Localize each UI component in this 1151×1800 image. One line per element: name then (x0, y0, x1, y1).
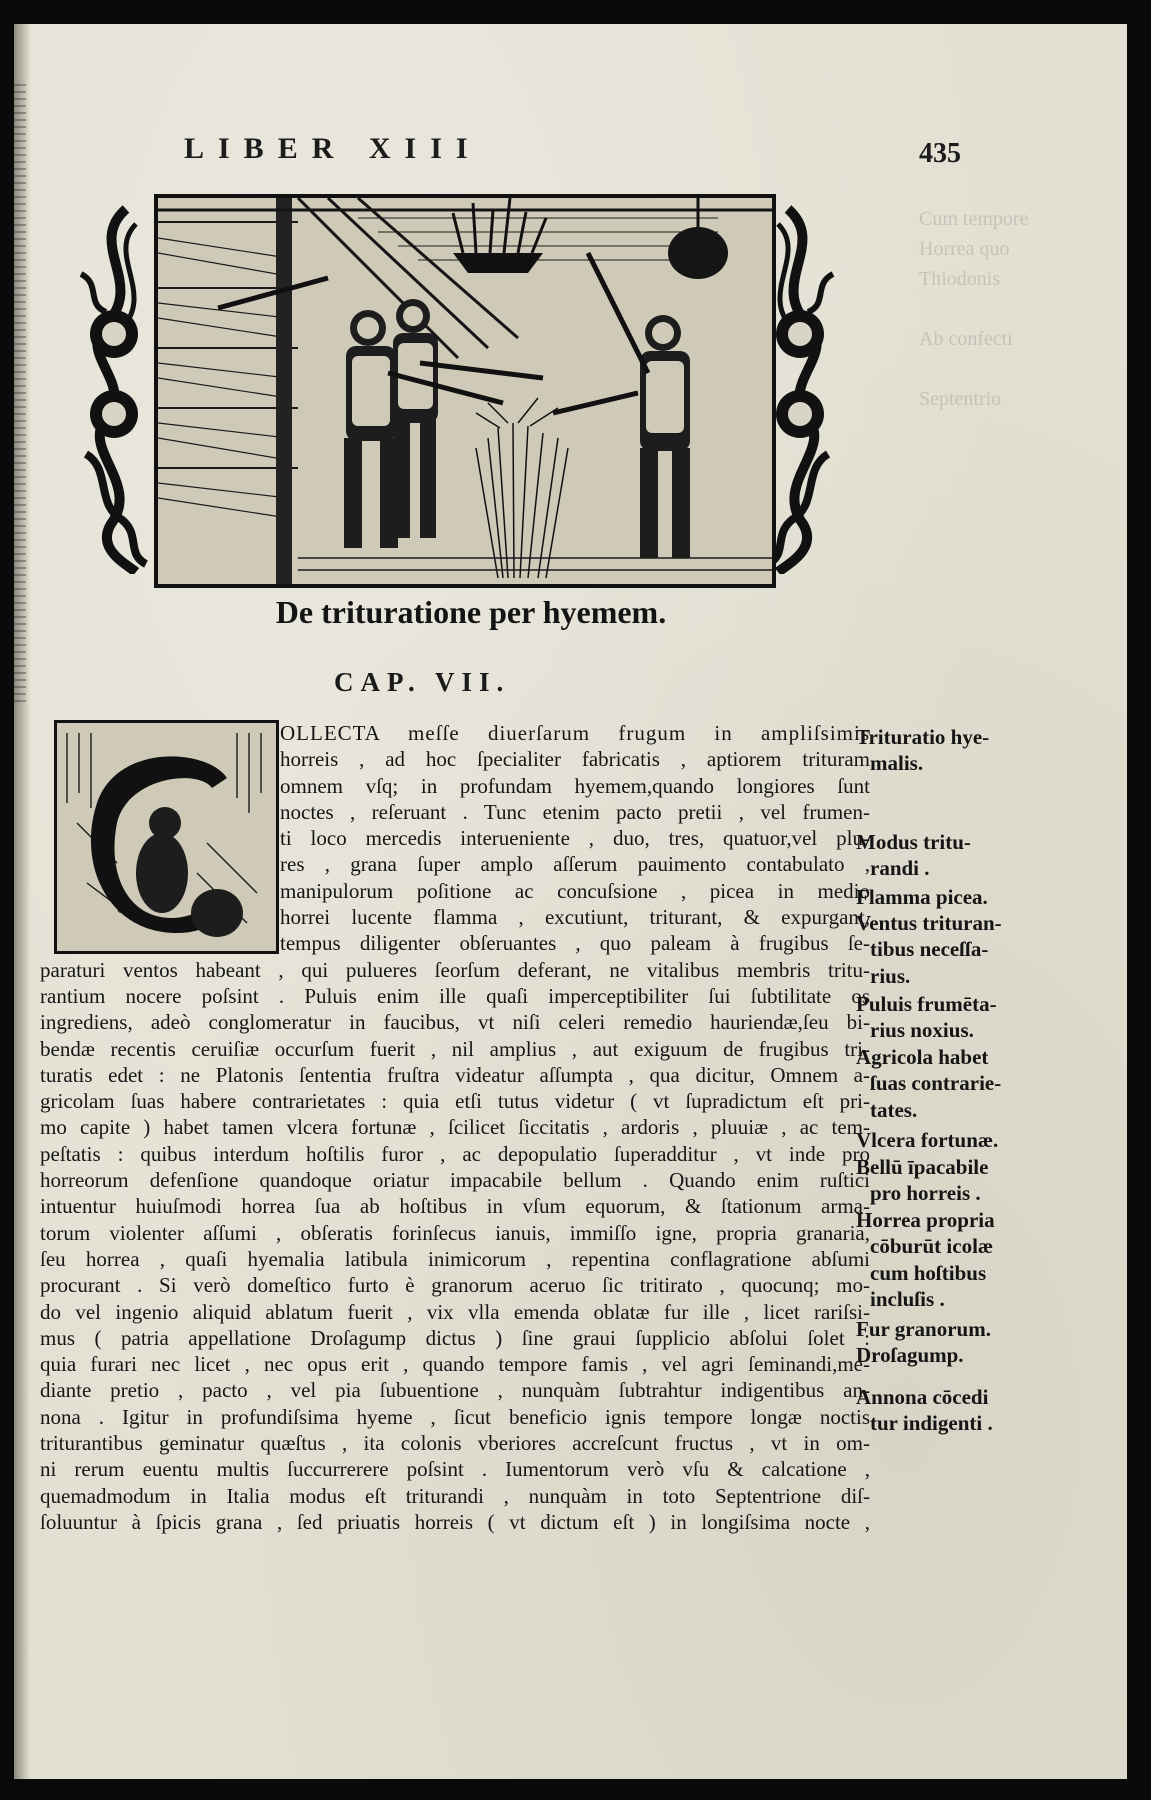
margin-note-line: tur indigenti . (870, 1411, 993, 1436)
margin-note-line: Vlcera fortunæ. (856, 1128, 999, 1152)
initial-letter: C (117, 905, 125, 916)
body-line: ti loco mercedis interueniente , duo, tres, quatuor,vel plu- (280, 826, 870, 851)
margin-note (856, 829, 971, 882)
body-line: rantium nocere poſsint . Puluis enim ille quaſi imperceptibiliter ſui ſubtilitate os (40, 983, 870, 1008)
margin-note (856, 910, 1002, 963)
margin-note-line: pro horreis . (870, 1181, 981, 1206)
body-line: quemadmodum in Italia modus eſt triturandi , nunquàm in toto Septentrione diſ- (40, 1483, 870, 1508)
margin-note (856, 884, 988, 910)
body-line: OLLECTA meſſe diuerſarum frugum in ampliſsimis (280, 721, 870, 745)
body-line: ingrediens, adeò conglomeratur in faucibus, vt niſi celeri remedio hauriendæ,ſeu bi- (40, 1010, 870, 1035)
body-line: horreis , ad hoc ſpecialiter fabricatis , aptiorem trituram (280, 747, 870, 772)
body-line: omnem vſq; in profundam hyemem,quando longiores ſunt (280, 773, 870, 798)
body-line: peſtatis : quibus interdum hoſtilis furor , ac depopulatio ſuperadditur , vt inde pro (40, 1141, 870, 1166)
body-line: mo capite ) habet tamen vlcera fortunæ , ſcilicet ſiccitatis , ardoris , pluuiæ , ac tem- (40, 1115, 870, 1140)
body-line: tempus diligenter obſeruantes , quo paleam à frugibus ſe- (280, 931, 870, 956)
body-line: horreorum defenſione quandoque oriatur impacabile bellum . Quando enim ruſtici (40, 1168, 870, 1193)
body-line: do vel ingenio aliquid ablatum fuerit , vix vlla emenda oblatæ fur ille , licet rariſsi- (40, 1299, 870, 1324)
margin-note (856, 1260, 986, 1313)
margin-note-line: rius noxius. (870, 1018, 974, 1043)
margin-note-line: Bellū īpacabile (856, 1155, 989, 1179)
margin-note (856, 1154, 988, 1207)
body-line: nona . Igitur in profundiſsima hyeme , ſicut beneficio ignis tempore longæ noctis (40, 1404, 870, 1429)
margin-note-line: rius. (870, 964, 911, 988)
margin-note-line: randi . (870, 856, 930, 881)
margin-note-line: Trituratio hye- (856, 725, 990, 749)
illustration-caption: De trituratione per hyemem. (275, 594, 667, 630)
threshing-woodcut-illustration (154, 194, 776, 588)
margin-note-line: Flamma picea. (856, 885, 988, 909)
margin-note (856, 1044, 1001, 1097)
body-line: noctes , reſeruant . Tunc etenim pacto pretii , vel frumen- (280, 799, 870, 824)
margin-note (856, 991, 997, 1044)
body-line: bendæ recentis ceruiſiæ occurſum fuerit , nil amplius , aut exiguum de frugibus tri- (40, 1036, 870, 1061)
body-line: turatis edet : ne Platonis ſententia fruſtra videatur aſſumpta , qua dicitur, Omnem a- (40, 1062, 870, 1087)
body-line: diante pretio , pacto , vel pia ſubuentione , nunquàm ſubtrahtur indigentibus an- (40, 1378, 870, 1403)
body-line: horrei lucente flamma , excutiunt, triturant, & expurgant, (280, 905, 870, 930)
margin-note (856, 1207, 995, 1260)
margin-note-line: Horrea propria (856, 1208, 995, 1232)
body-line: manipulorum poſitione ac concuſsione , picea in medio (280, 878, 870, 903)
margin-note-line: incluſis . (870, 1287, 945, 1312)
book-page (14, 24, 1127, 1779)
body-text (40, 720, 870, 1535)
body-line: ſoluuntur à ſpicis grana , ſed priuatis horreis ( vt dictum eſt ) in longiſsima nocte , (40, 1509, 870, 1534)
margin-note-line: malis. (870, 751, 924, 776)
left-scroll-ornament (66, 204, 162, 574)
body-line: quia furari nec licet , nec opus erit , quando tempore famis , vel agri ſeminandi,me- (40, 1352, 870, 1377)
margin-note (856, 724, 989, 777)
facing-page-bleed (14, 84, 26, 704)
body-line: ni rerum euentu multis ſuccurrerere poſsint . Iumentorum verò vſu & calcatione , (40, 1457, 870, 1482)
margin-note (856, 1097, 917, 1123)
margin-note (856, 1316, 991, 1369)
body-line: procurant . Si verò domeſtico furto è granorum aceruo ſic tritirato , quocunq; mo- (40, 1273, 870, 1298)
margin-note-line: Ventus trituran- (856, 911, 1002, 935)
margin-note-line: ſuas contrarie- (870, 1071, 1002, 1096)
show-through-text: Cum tempore Horrea quo Thiodonis Ab confecti Septentrio (919, 208, 1029, 410)
margin-note (856, 963, 910, 989)
margin-note-line: Droſagump. (856, 1343, 964, 1368)
margin-note (856, 1384, 993, 1437)
margin-note (856, 1127, 998, 1153)
body-line: triturantibus geminatur quæſtus , ita colonis vberiores accreſcunt fructus , vt in om- (40, 1431, 870, 1456)
body-line: ſeu horrea , quaſi hyemalia latibula inimicorum , repentina conflagratione abſumi (40, 1246, 870, 1271)
body-line: gricolam ſuas habere contrarietates : quia etſi tutus videtur ( vt ſupradictum eſt pri- (40, 1089, 870, 1114)
running-head: LIBER XIII (184, 132, 482, 165)
body-line: mus ( patria appellatione Droſagump dictus ) ſine graui ſupplicio abſolui ſolet : (40, 1325, 870, 1350)
margin-note-line: Fur granorum. (856, 1317, 991, 1341)
margin-note-line: Agricola habet (856, 1045, 989, 1069)
margin-note-line: cum hoſtibus (870, 1261, 987, 1285)
margin-note-line: Annona cōcedi (856, 1385, 989, 1409)
margin-note-line: cōburūt icolæ (870, 1234, 994, 1259)
margin-note-line: tibus neceſſa- (870, 937, 989, 962)
chapter-heading: CAP. VII. (334, 667, 511, 697)
body-line: intuentur huiuſmodi horrea ſua ab hoſtibus in vſum equorum, & ſtationum arma- (40, 1194, 870, 1219)
margin-note-line: tates. (870, 1098, 918, 1122)
body-line: torum violenter aſſumi , obſeratis forinſecus ianuis, immiſſo igne, propria granaria, (40, 1220, 870, 1245)
page-number: 435 (919, 138, 961, 169)
body-line: paraturi ventos habeant , qui pulueres ſeorſum deferant, ne vitalibus membris tritu- (40, 957, 870, 982)
margin-note-line: Puluis frumēta- (856, 992, 997, 1016)
margin-note-line: Modus tritu- (856, 830, 971, 854)
body-line: res , grana ſuper amplo aſſerum pauimento contabulato , (280, 852, 870, 877)
